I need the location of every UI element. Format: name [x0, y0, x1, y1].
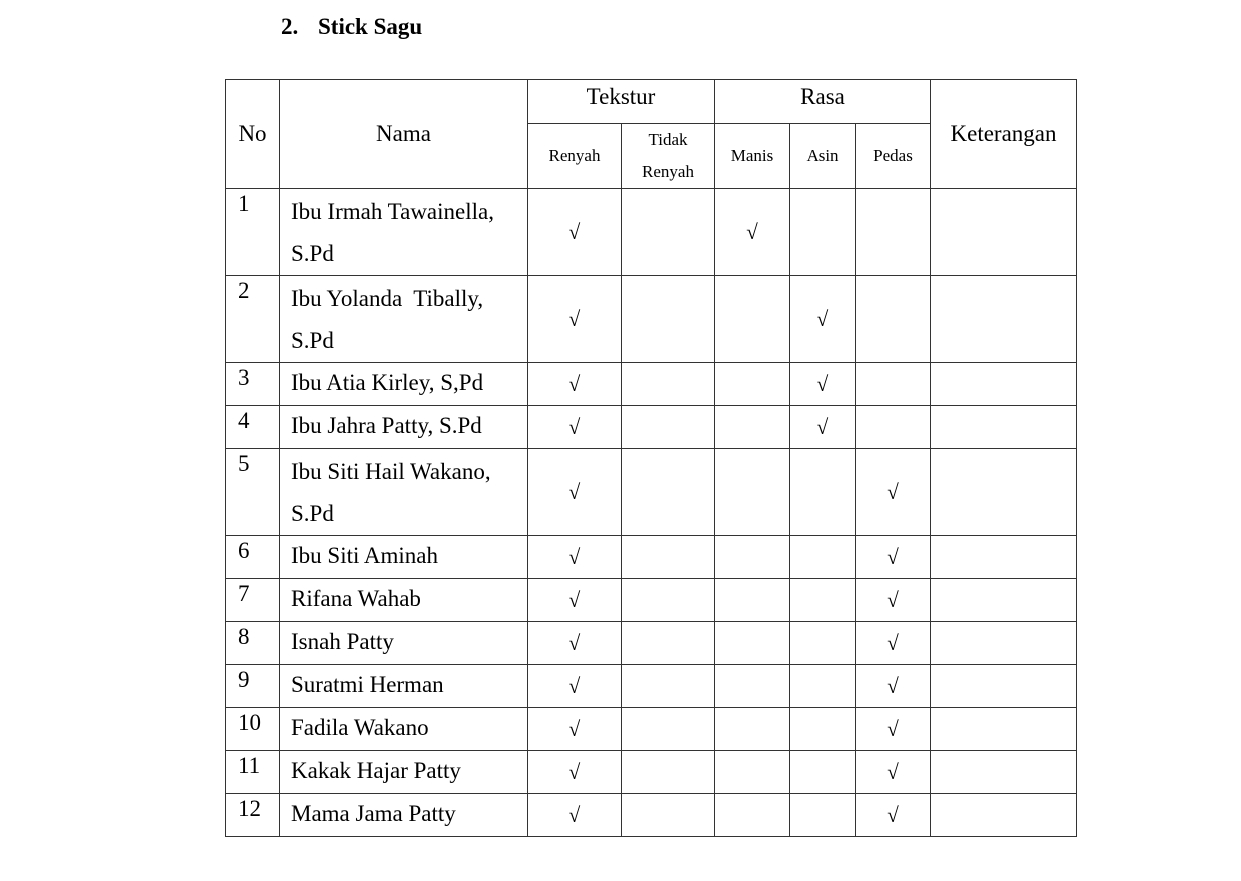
table-row [226, 794, 1077, 837]
table-row [226, 406, 1077, 449]
cell-pedas: √ [856, 794, 931, 837]
row-name: Rifana Wahab [280, 579, 528, 622]
row-name-line2: S.Pd [291, 241, 334, 266]
cell-tidak-renyah [622, 665, 715, 708]
row-number: 2 [226, 276, 280, 363]
cell-keterangan [931, 363, 1077, 406]
cell-pedas: √ [856, 751, 931, 794]
cell-pedas: √ [856, 708, 931, 751]
header-rasa: Rasa [715, 80, 931, 124]
header-manis: Manis [715, 124, 790, 189]
table-row [226, 622, 1077, 665]
header-keterangan: Keterangan [931, 80, 1077, 189]
cell-renyah: √ [528, 665, 622, 708]
table-row [226, 189, 1077, 276]
cell-keterangan [931, 708, 1077, 751]
cell-renyah: √ [528, 406, 622, 449]
row-number: 6 [226, 536, 280, 579]
cell-renyah: √ [528, 622, 622, 665]
header-asin: Asin [790, 124, 856, 189]
cell-asin [790, 665, 856, 708]
header-tekstur: Tekstur [528, 80, 715, 124]
cell-manis [715, 579, 790, 622]
cell-tidak-renyah [622, 536, 715, 579]
cell-pedas: √ [856, 449, 931, 536]
survey-table [225, 79, 1077, 837]
header-tidak-renyah-line1: Tidak [648, 130, 688, 149]
header-tidak-renyah-line2: Renyah [642, 162, 694, 181]
row-number: 8 [226, 622, 280, 665]
table-row [226, 708, 1077, 751]
row-number: 9 [226, 665, 280, 708]
cell-manis [715, 751, 790, 794]
cell-tidak-renyah [622, 406, 715, 449]
row-name-line2: S.Pd [291, 328, 334, 353]
cell-pedas [856, 276, 931, 363]
header-pedas: Pedas [856, 124, 931, 189]
section-heading [281, 14, 422, 40]
cell-pedas [856, 189, 931, 276]
row-name [280, 189, 528, 276]
row-number: 4 [226, 406, 280, 449]
row-name: Isnah Patty [280, 622, 528, 665]
row-name-line2: S.Pd [291, 501, 334, 526]
cell-manis: √ [715, 189, 790, 276]
cell-tidak-renyah [622, 579, 715, 622]
cell-renyah: √ [528, 579, 622, 622]
cell-keterangan [931, 449, 1077, 536]
cell-manis [715, 622, 790, 665]
row-name [280, 449, 528, 536]
cell-asin [790, 794, 856, 837]
cell-keterangan [931, 794, 1077, 837]
row-name: Suratmi Herman [280, 665, 528, 708]
table-row [226, 536, 1077, 579]
row-number: 11 [226, 751, 280, 794]
cell-manis [715, 665, 790, 708]
cell-keterangan [931, 189, 1077, 276]
row-name: Ibu Siti Aminah [280, 536, 528, 579]
row-name-line1: Ibu Irmah Tawainella, [291, 199, 494, 224]
cell-tidak-renyah [622, 363, 715, 406]
cell-pedas: √ [856, 622, 931, 665]
row-name: Ibu Atia Kirley, S,Pd [280, 363, 528, 406]
table-row [226, 579, 1077, 622]
header-renyah: Renyah [528, 124, 622, 189]
table-row [226, 276, 1077, 363]
cell-pedas [856, 363, 931, 406]
cell-tidak-renyah [622, 276, 715, 363]
cell-keterangan [931, 622, 1077, 665]
cell-keterangan [931, 276, 1077, 363]
cell-asin [790, 708, 856, 751]
row-name: Ibu Jahra Patty, S.Pd [280, 406, 528, 449]
cell-manis [715, 276, 790, 363]
header-row-top [226, 80, 1077, 124]
header-no: No [226, 80, 280, 189]
cell-keterangan [931, 536, 1077, 579]
cell-manis [715, 449, 790, 536]
section-number: 2. [281, 14, 299, 39]
cell-manis [715, 363, 790, 406]
cell-renyah: √ [528, 536, 622, 579]
row-name [280, 276, 528, 363]
cell-manis [715, 406, 790, 449]
header-nama: Nama [280, 80, 528, 189]
row-name: Mama Jama Patty [280, 794, 528, 837]
cell-manis [715, 708, 790, 751]
cell-asin [790, 449, 856, 536]
row-number: 5 [226, 449, 280, 536]
cell-pedas: √ [856, 579, 931, 622]
table-row [226, 751, 1077, 794]
cell-keterangan [931, 579, 1077, 622]
cell-tidak-renyah [622, 622, 715, 665]
row-name-line1: Ibu Siti Hail Wakano, [291, 459, 491, 484]
cell-renyah: √ [528, 363, 622, 406]
cell-asin [790, 189, 856, 276]
cell-keterangan [931, 751, 1077, 794]
cell-pedas: √ [856, 536, 931, 579]
row-number: 10 [226, 708, 280, 751]
row-number: 3 [226, 363, 280, 406]
cell-tidak-renyah [622, 449, 715, 536]
row-name: Kakak Hajar Patty [280, 751, 528, 794]
row-number: 7 [226, 579, 280, 622]
cell-tidak-renyah [622, 751, 715, 794]
cell-keterangan [931, 665, 1077, 708]
cell-asin [790, 751, 856, 794]
cell-asin: √ [790, 276, 856, 363]
cell-renyah: √ [528, 276, 622, 363]
cell-asin [790, 622, 856, 665]
cell-renyah: √ [528, 794, 622, 837]
row-name: Fadila Wakano [280, 708, 528, 751]
row-number: 1 [226, 189, 280, 276]
cell-asin [790, 536, 856, 579]
table-row [226, 449, 1077, 536]
cell-asin: √ [790, 363, 856, 406]
header-tidak-renyah [622, 124, 715, 189]
cell-manis [715, 794, 790, 837]
table-row [226, 665, 1077, 708]
cell-renyah: √ [528, 189, 622, 276]
cell-keterangan [931, 406, 1077, 449]
cell-renyah: √ [528, 708, 622, 751]
cell-pedas: √ [856, 665, 931, 708]
row-name-line1: Ibu Yolanda Tibally, [291, 286, 484, 311]
cell-asin: √ [790, 406, 856, 449]
table-row [226, 363, 1077, 406]
cell-asin [790, 579, 856, 622]
cell-pedas [856, 406, 931, 449]
cell-renyah: √ [528, 751, 622, 794]
row-number: 12 [226, 794, 280, 837]
cell-renyah: √ [528, 449, 622, 536]
cell-tidak-renyah [622, 708, 715, 751]
cell-manis [715, 536, 790, 579]
cell-tidak-renyah [622, 189, 715, 276]
cell-tidak-renyah [622, 794, 715, 837]
section-title: Stick Sagu [318, 14, 423, 39]
